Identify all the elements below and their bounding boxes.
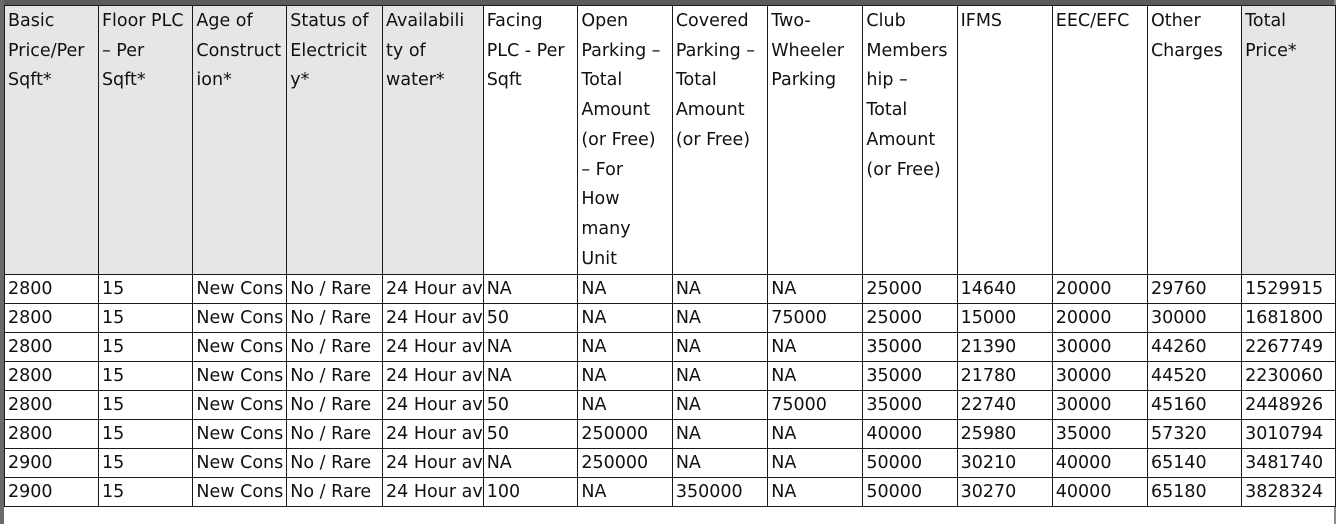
cell-floor-plc[interactable]: 15 xyxy=(98,391,192,420)
cell-open-parking[interactable]: NA xyxy=(578,478,672,507)
cell-eec-efc[interactable]: 20000 xyxy=(1052,304,1147,333)
cell-availability-of-water[interactable]: 24 Hour av xyxy=(383,478,484,507)
cell-basic-price[interactable]: 2800 xyxy=(5,391,99,420)
header-row xyxy=(5,6,1336,275)
cell-two-wheeler-parking[interactable]: NA xyxy=(768,420,863,449)
cell-other-charges[interactable]: 57320 xyxy=(1147,420,1241,449)
cell-ifms[interactable]: 14640 xyxy=(957,275,1052,304)
cell-ifms[interactable]: 21390 xyxy=(957,333,1052,362)
cell-availability-of-water[interactable]: 24 Hour av xyxy=(383,391,484,420)
header-status-of-electricity[interactable]: Status of Electricit y* xyxy=(287,6,383,275)
header-facing-plc[interactable]: Facing PLC - Per Sqft xyxy=(483,6,578,275)
cell-facing-plc[interactable]: 50 xyxy=(483,391,578,420)
cell-age-of-construction[interactable]: New Cons xyxy=(193,420,287,449)
cell-open-parking[interactable]: 250000 xyxy=(578,449,672,478)
cell-floor-plc[interactable]: 15 xyxy=(98,362,192,391)
cell-floor-plc[interactable]: 15 xyxy=(98,275,192,304)
cell-age-of-construction[interactable]: New Cons xyxy=(193,478,287,507)
table-row xyxy=(5,275,1336,304)
cell-two-wheeler-parking[interactable]: 75000 xyxy=(768,304,863,333)
cell-open-parking[interactable]: NA xyxy=(578,275,672,304)
cell-total-price[interactable]: 1529915 xyxy=(1242,275,1336,304)
cell-other-charges[interactable]: 44520 xyxy=(1147,362,1241,391)
cell-two-wheeler-parking[interactable]: NA xyxy=(768,478,863,507)
cell-availability-of-water[interactable]: 24 Hour av xyxy=(383,333,484,362)
cell-floor-plc[interactable]: 15 xyxy=(98,304,192,333)
cell-facing-plc[interactable]: NA xyxy=(483,333,578,362)
cell-ifms[interactable]: 15000 xyxy=(957,304,1052,333)
cell-covered-parking[interactable]: NA xyxy=(672,391,767,420)
cell-age-of-construction[interactable]: New Cons xyxy=(193,275,287,304)
cell-other-charges[interactable]: 44260 xyxy=(1147,333,1241,362)
cell-total-price[interactable]: 2267749 xyxy=(1242,333,1336,362)
cell-club-membership[interactable]: 50000 xyxy=(863,449,957,478)
cell-club-membership[interactable]: 40000 xyxy=(863,420,957,449)
cell-basic-price[interactable]: 2900 xyxy=(5,478,99,507)
cell-club-membership[interactable]: 35000 xyxy=(863,391,957,420)
cell-two-wheeler-parking[interactable]: NA xyxy=(768,449,863,478)
header-ifms[interactable]: IFMS xyxy=(957,6,1052,275)
cell-total-price[interactable]: 3828324 xyxy=(1242,478,1336,507)
header-club-membership[interactable]: Club Members hip – Total Amount (or Free) xyxy=(863,6,957,275)
cell-basic-price[interactable]: 2800 xyxy=(5,304,99,333)
cell-total-price[interactable]: 2230060 xyxy=(1242,362,1336,391)
cell-ifms[interactable]: 22740 xyxy=(957,391,1052,420)
header-other-charges[interactable]: Other Charges xyxy=(1147,6,1241,275)
cell-status-of-electricity[interactable]: No / Rare xyxy=(287,304,383,333)
cell-covered-parking[interactable]: NA xyxy=(672,304,767,333)
cell-covered-parking[interactable]: NA xyxy=(672,275,767,304)
header-open-parking[interactable]: Open Parking – Total Amount (or Free) – For How many Unit xyxy=(578,6,672,275)
cell-age-of-construction[interactable]: New Cons xyxy=(193,391,287,420)
table-row xyxy=(5,362,1336,391)
cell-other-charges[interactable]: 65140 xyxy=(1147,449,1241,478)
cell-floor-plc[interactable]: 15 xyxy=(98,333,192,362)
cell-open-parking[interactable]: NA xyxy=(578,304,672,333)
cell-other-charges[interactable]: 29760 xyxy=(1147,275,1241,304)
cell-floor-plc[interactable]: 15 xyxy=(98,449,192,478)
cell-ifms[interactable]: 21780 xyxy=(957,362,1052,391)
header-total-price[interactable]: Total Price* xyxy=(1242,6,1336,275)
cell-eec-efc[interactable]: 40000 xyxy=(1052,449,1147,478)
cell-eec-efc[interactable]: 30000 xyxy=(1052,391,1147,420)
header-floor-plc[interactable]: Floor PLC – Per Sqft* xyxy=(98,6,192,275)
cell-club-membership[interactable]: 25000 xyxy=(863,275,957,304)
cell-total-price[interactable]: 3481740 xyxy=(1242,449,1336,478)
cell-total-price[interactable]: 3010794 xyxy=(1242,420,1336,449)
cell-availability-of-water[interactable]: 24 Hour av xyxy=(383,275,484,304)
cell-two-wheeler-parking[interactable]: NA xyxy=(768,362,863,391)
cell-club-membership[interactable]: 50000 xyxy=(863,478,957,507)
table-row xyxy=(5,391,1336,420)
cell-basic-price[interactable]: 2800 xyxy=(5,420,99,449)
cell-facing-plc[interactable]: 100 xyxy=(483,478,578,507)
cell-eec-efc[interactable]: 30000 xyxy=(1052,362,1147,391)
cell-status-of-electricity[interactable]: No / Rare xyxy=(287,391,383,420)
cell-covered-parking[interactable]: NA xyxy=(672,333,767,362)
cell-eec-efc[interactable]: 30000 xyxy=(1052,333,1147,362)
cell-open-parking[interactable]: NA xyxy=(578,333,672,362)
cell-open-parking[interactable]: 250000 xyxy=(578,420,672,449)
cell-basic-price[interactable]: 2800 xyxy=(5,362,99,391)
cell-availability-of-water[interactable]: 24 Hour av xyxy=(383,420,484,449)
cell-covered-parking[interactable]: NA xyxy=(672,420,767,449)
cell-availability-of-water[interactable]: 24 Hour av xyxy=(383,449,484,478)
cell-facing-plc[interactable]: 50 xyxy=(483,420,578,449)
cell-age-of-construction[interactable]: New Cons xyxy=(193,449,287,478)
cell-covered-parking[interactable]: 350000 xyxy=(672,478,767,507)
header-eec-efc[interactable]: EEC/EFC xyxy=(1052,6,1147,275)
cell-other-charges[interactable]: 45160 xyxy=(1147,391,1241,420)
cell-facing-plc[interactable]: NA xyxy=(483,275,578,304)
cell-status-of-electricity[interactable]: No / Rare xyxy=(287,333,383,362)
header-basic-price[interactable]: Basic Price/Per Sqft* xyxy=(5,6,99,275)
cell-basic-price[interactable]: 2800 xyxy=(5,333,99,362)
table-row xyxy=(5,478,1336,507)
cell-other-charges[interactable]: 30000 xyxy=(1147,304,1241,333)
cell-floor-plc[interactable]: 15 xyxy=(98,478,192,507)
pricing-table xyxy=(4,5,1336,507)
cell-covered-parking[interactable]: NA xyxy=(672,362,767,391)
cell-two-wheeler-parking[interactable]: NA xyxy=(768,333,863,362)
spreadsheet-area xyxy=(4,5,1336,507)
cell-status-of-electricity[interactable]: No / Rare xyxy=(287,420,383,449)
cell-status-of-electricity[interactable]: No / Rare xyxy=(287,449,383,478)
cell-facing-plc[interactable]: NA xyxy=(483,362,578,391)
cell-age-of-construction[interactable]: New Cons xyxy=(193,362,287,391)
header-covered-parking[interactable]: Covered Parking – Total Amount (or Free) xyxy=(672,6,767,275)
cell-status-of-electricity[interactable]: No / Rare xyxy=(287,478,383,507)
cell-age-of-construction[interactable]: New Cons xyxy=(193,304,287,333)
header-availability-of-water[interactable]: Availabili ty of water* xyxy=(383,6,484,275)
cell-facing-plc[interactable]: NA xyxy=(483,449,578,478)
cell-club-membership[interactable]: 35000 xyxy=(863,362,957,391)
cell-eec-efc[interactable]: 40000 xyxy=(1052,478,1147,507)
cell-floor-plc[interactable]: 15 xyxy=(98,420,192,449)
cell-total-price[interactable]: 2448926 xyxy=(1242,391,1336,420)
cell-other-charges[interactable]: 65180 xyxy=(1147,478,1241,507)
cell-availability-of-water[interactable]: 24 Hour av xyxy=(383,362,484,391)
table-row xyxy=(5,304,1336,333)
cell-status-of-electricity[interactable]: No / Rare xyxy=(287,275,383,304)
table-row xyxy=(5,420,1336,449)
cell-status-of-electricity[interactable]: No / Rare xyxy=(287,362,383,391)
cell-two-wheeler-parking[interactable]: 75000 xyxy=(768,391,863,420)
cell-open-parking[interactable]: NA xyxy=(578,391,672,420)
header-age-of-construction[interactable]: Age of Construct ion* xyxy=(193,6,287,275)
table-body xyxy=(5,275,1336,507)
cell-covered-parking[interactable]: NA xyxy=(672,449,767,478)
cell-facing-plc[interactable]: 50 xyxy=(483,304,578,333)
cell-basic-price[interactable]: 2800 xyxy=(5,275,99,304)
table-row xyxy=(5,449,1336,478)
cell-ifms[interactable]: 25980 xyxy=(957,420,1052,449)
cell-club-membership[interactable]: 25000 xyxy=(863,304,957,333)
cell-age-of-construction[interactable]: New Cons xyxy=(193,333,287,362)
cell-ifms[interactable]: 30270 xyxy=(957,478,1052,507)
cell-eec-efc[interactable]: 20000 xyxy=(1052,275,1147,304)
header-two-wheeler-parking[interactable]: Two- Wheeler Parking xyxy=(768,6,863,275)
table-row xyxy=(5,333,1336,362)
cell-eec-efc[interactable]: 35000 xyxy=(1052,420,1147,449)
cell-ifms[interactable]: 30210 xyxy=(957,449,1052,478)
cell-availability-of-water[interactable]: 24 Hour av xyxy=(383,304,484,333)
cell-open-parking[interactable]: NA xyxy=(578,362,672,391)
cell-basic-price[interactable]: 2900 xyxy=(5,449,99,478)
cell-two-wheeler-parking[interactable]: NA xyxy=(768,275,863,304)
cell-club-membership[interactable]: 35000 xyxy=(863,333,957,362)
cell-total-price[interactable]: 1681800 xyxy=(1242,304,1336,333)
